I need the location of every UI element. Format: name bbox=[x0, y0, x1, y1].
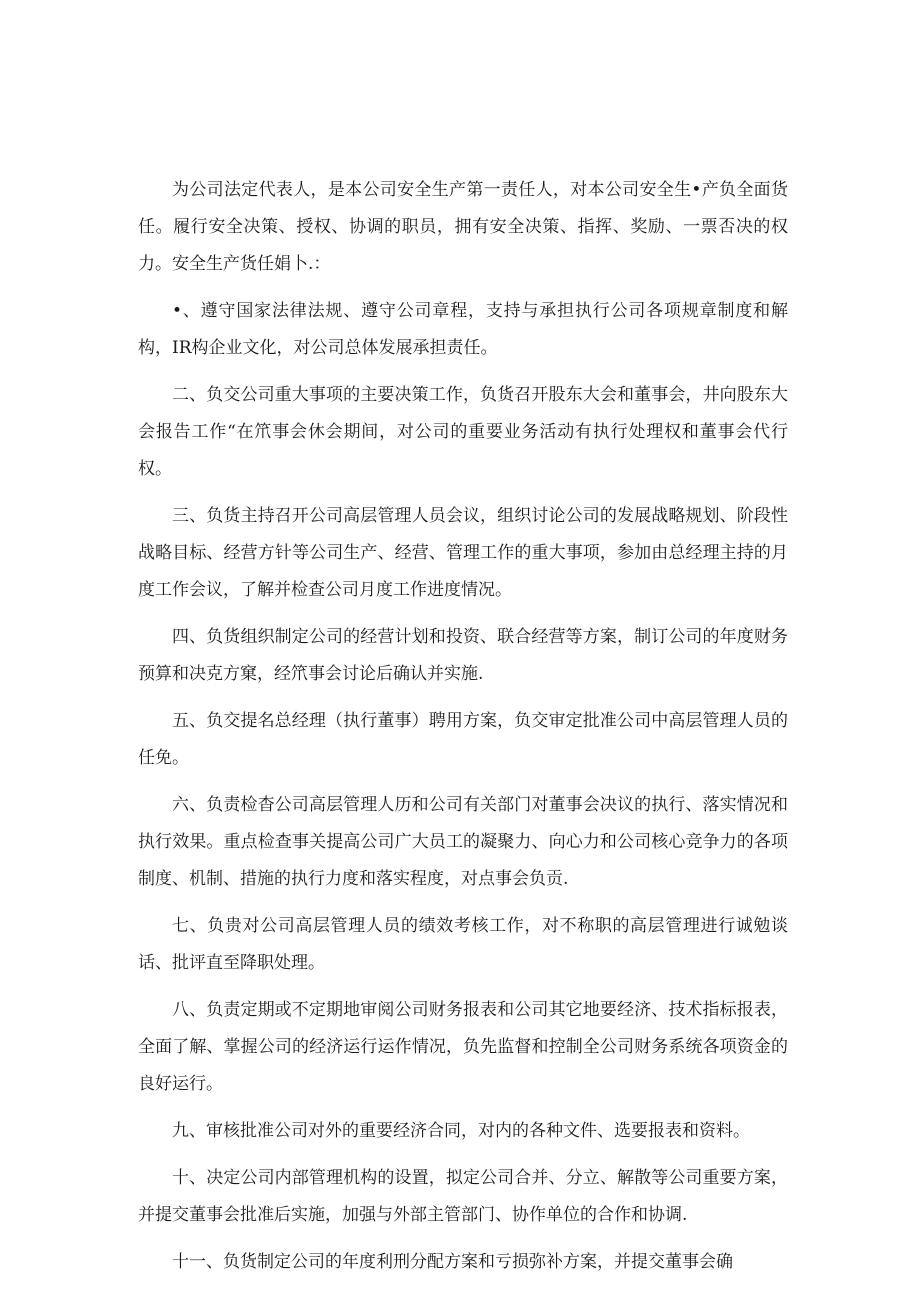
duty-item-9: 九、审核批准公司对外的重要经济合同，对内的各种文件、选要报表和资料。 bbox=[172, 1121, 750, 1141]
duty-item-5: 五、负交提名总经理（执行董事）聘用方案，负交审定批准公司中高层管理人员的任免。 bbox=[138, 711, 788, 768]
duty-item-10: 十、决定公司内部管理机构的设置，拟定公司合并、分立、解散等公司重要方案，并提交董事会批准后实施，加强与外部主管部门、协作单位的合作和协调. bbox=[138, 1168, 788, 1225]
duty-item-2: 二、负交公司重大事项的主要决策工作，负货召开股东大会和董事会，井向股东大会报告工作“在笊事会休会期间，对公司的重要业务活动有执行处理权和董事会代行权。 bbox=[138, 385, 788, 479]
intro-paragraph: 为公司法定代表人，是本公司安全生产第一责任人，对本公司安全生•产负全面货任。履行安全决策、授权、协调的职员，拥有安全决策、指挥、奖励、一票否决的权力。安全生产货任娟卜.： bbox=[138, 180, 788, 274]
duty-item-4: 四、负货组织制定公司的经营计划和投资、联合经营等方案，制订公司的年度财务预算和决克方窠，经笊事会讨论后确认并实施. bbox=[138, 627, 788, 684]
duty-item-1: •、遵守国家法律法规、遵守公司章程，支持与承担执行公司各项规章制度和解构，IR构企业文化，对公司总体发展承担责任。 bbox=[138, 301, 788, 358]
duty-item-11: 十一、负货制定公司的年度利刑分配方案和亏损弥补方案，并提交董事会确 bbox=[172, 1252, 733, 1272]
duty-item-7: 七、负贵对公司高层管理人员的绩效考核工作，对不称职的高层管理进行诚勉谈话、批评直至降职处理。 bbox=[138, 916, 788, 973]
document-body bbox=[138, 172, 788, 1291]
duty-item-8: 八、负责定期或不定期地审阅公司财务报表和公司其它地要经济、技术指标报表，全面了解、掌握公司的经济运行运作情况，负先监督和控制全公司财务系统各项资金的良好运行。 bbox=[138, 1000, 788, 1094]
duty-item-6: 六、负责检杳公司高层管理人历和公司有关部门对董事会决议的执行、落实情况和执行效果。重点检查事关提高公司广大员工的凝聚力、向心力和公司核心竞争力的各项制度、机制、措施的执行力度和落实程度，对点事会负贡. bbox=[138, 795, 788, 889]
duty-item-3: 三、负货主持召开公司高层管理人员会议，组织讨论公司的发展战略规划、阶段性战略目标、经营方针等公司生产、经营、管理工作的重大事项，参加由总经理主持的月度工作会议，了解并检查公司月度工作进度情况。 bbox=[138, 506, 788, 600]
